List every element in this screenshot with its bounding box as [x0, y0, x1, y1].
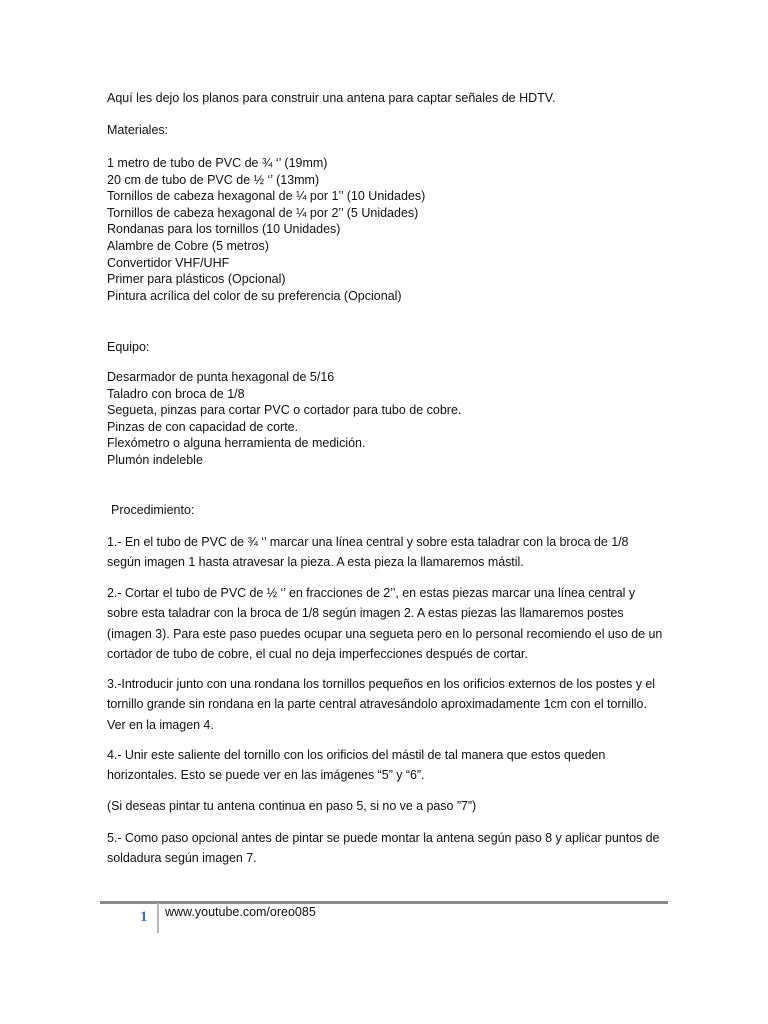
list-item: Desarmador de punta hexagonal de 5/16: [107, 370, 335, 384]
procedure-step-4: 4.- Unir este saliente del tornillo con los orificios del mástil de tal manera que estos queden horizontales. Esto se puede ver en las imágenes “5” y “6”.: [107, 748, 606, 783]
list-item: Convertidor VHF/UHF: [107, 255, 230, 270]
list-item: Flexómetro o alguna herramienta de medición.: [107, 436, 366, 451]
procedure-note: (Si deseas pintar tu antena continua en paso 5, si no ve a paso ”7”): [107, 799, 477, 813]
procedure-step-2: 2.- Cortar el tubo de PVC de ½ ‘’ en fracciones de 2’’, en estas piezas marcar una línea central y sobre esta taladrar con la broca de 1/8 según imagen 2. A estas piezas las llamaremos postes (imagen 3). Para este paso puedes ocupar una segueta pero en lo personal recomiendo el uso de un cortador de tubo de cobre, el cual no deja imperfecciones después de cortar.: [107, 586, 663, 661]
equipment-heading: [107, 339, 667, 356]
procedure-step-5: 5.- Como paso opcional antes de pintar se puede montar la antena según paso 8 y aplicar puntos de soldadura según imagen 7.: [107, 831, 660, 866]
procedure-step-3: 3.-Introducir junto con una rondana los tornillos pequeños en los orificios externos de los postes y el tornillo grande sin rondana en la parte central atravesándolo aproximadamente 1cm con el tornillo. Ver en la imagen 4.: [107, 677, 655, 732]
procedure-step-1: 1.- En el tubo de PVC de ¾ ‘’ marcar una línea central y sobre esta taladrar con la broca de 1/8 según imagen 1 hasta atravesar la pieza. A esta pieza la llamaremos mástil.: [107, 535, 629, 570]
page-number: 1: [140, 909, 148, 925]
list-item: Plumón indeleble: [107, 452, 203, 467]
footer-separator: [157, 903, 159, 933]
list-item: 20 cm de tubo de PVC de ½ ‘’ (13mm): [107, 172, 320, 187]
materials-heading-text: Materiales:: [107, 123, 169, 137]
footer-link: www.youtube.com/oreo085: [165, 905, 316, 919]
intro-text: Aquí les dejo los planos para construir una antena para captar señales de HDTV.: [107, 91, 556, 105]
list-item: Primer para plásticos (Opcional): [107, 272, 286, 287]
materials-heading: [107, 122, 667, 139]
list-item: 1 metro de tubo de PVC de ¾ ‘’ (19mm): [107, 156, 328, 170]
list-item: Tornillos de cabeza hexagonal de ¼ por 2’’ (5 Unidades): [107, 205, 419, 220]
list-item: Pinzas de con capacidad de corte.: [107, 419, 299, 434]
list-item: Taladro con broca de 1/8: [107, 386, 245, 401]
list-item: Pintura acrílica del color de su preferencia (Opcional): [107, 288, 402, 303]
list-item: Rondanas para los tornillos (10 Unidades): [107, 222, 341, 237]
list-item: Segueta, pinzas para cortar PVC o cortador para tubo de cobre.: [107, 403, 462, 418]
procedure-heading-text: Procedimiento:: [111, 503, 195, 517]
equipment-list: [107, 369, 667, 469]
procedure-heading: [111, 502, 671, 519]
footer-rule: [100, 901, 668, 904]
equipment-heading-text: Equipo:: [107, 340, 150, 354]
list-item: Tornillos de cabeza hexagonal de ¼ por 1’’ (10 Unidades): [107, 189, 426, 204]
intro-paragraph: [107, 90, 667, 107]
list-item: Alambre de Cobre (5 metros): [107, 238, 269, 253]
materials-list: [107, 155, 667, 304]
